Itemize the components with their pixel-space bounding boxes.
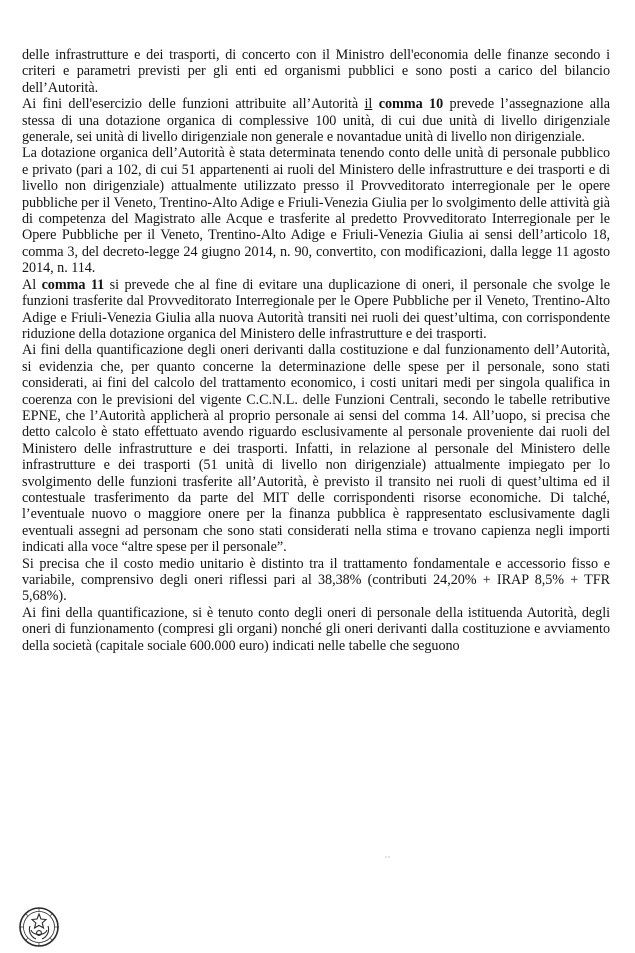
paragraph-2-text-cont: prevede l’assegnazione alla stessa di una dotazione organica di complessive 100 unità, di cui due unità di livello dirigenziale generale, sei unità di livello dirigenziale non generale e novantadue unità di livello non dirigenziale. [22, 96, 610, 146]
paragraph-5 [22, 342, 610, 555]
paragraph-7 [22, 605, 610, 654]
document-body [22, 47, 610, 654]
paragraph-1 [22, 47, 610, 96]
paragraph-3 [22, 145, 610, 276]
paragraph-6-text: Si precisa che il costo medio unitario è distinto tra il trattamento fondamentale e accessorio fisso e variabile, comprensivo degli oneri riflessi pari al 38,38% (contributi 24,20% + IRAP 8,5% + TFR 5,68%). [22, 555, 610, 605]
official-seal-icon [18, 906, 60, 948]
paragraph-2 [22, 96, 610, 145]
paragraph-4-text: Al [22, 276, 42, 293]
paragraph-4-text-cont: si prevede che al fine di evitare una duplicazione di oneri, il personale che svolge le funzioni trasferite dal Provveditorato Interregionale per le Opere Pubbliche per il Veneto, Trentino-Alto Adige e Friuli-Venezia Giulia alla nuova Autorità transiti nei ruoli dei quest’ultima, con corrispondente riduzione della dotazione organica del Ministero delle infrastrutture e dei trasporti. [22, 276, 610, 342]
paragraph-6 [22, 556, 610, 605]
paragraph-1-text: delle infrastrutture e dei trasporti, di concerto con il Ministro dell'economia delle finanze secondo i criteri e parametri previsti per gli enti ed organismi pubblici e sono posti a carico del bilancio dell’Autorità. [22, 47, 610, 96]
bold-reference-comma-10: comma 10 [372, 96, 444, 113]
paragraph-5-text: Ai fini della quantificazione degli oneri derivanti dalla costituzione e dal funzionamento dell’Autorità, si evidenzia che, per quanto concerne la determinazione delle spese per il personale, sono stati considerati, ai fini del calcolo del trattamento economico, i costi unitari medi per singola qualifica in coerenza con le previsioni del vigente C.C.N.L. delle Funzioni Centrali, secondo le tabelle retributive EPNE, che l’Autorità applicherà al proprio personale ai sensi del comma 14. All’uopo, si precisa che detto calcolo è stato effettuato avendo riguardo esclusivamente al personale proveniente dai ruoli del Ministero delle infrastrutture e dei trasporti. Infatti, in relazione al personale del Ministero delle infrastrutture e dei trasporti (51 unità di livello non dirigenziale) attualmente impiegato per lo svolgimento delle funzioni trasferite all’Autorità, è previsto il transito nei ruoli di quest’ultima ed il contestuale trasferimento da parte del MIT delle corrispondenti risorse economiche. Di talché, l’eventuale nuovo o maggiore onere per la finanza pubblica è rappresentato esclusivamente dagli eventuali assegni ad personam che sono stati considerati nella stima e trovano capienza negli importi indicati alla voce “altre spese per il personale”. [22, 342, 610, 556]
paragraph-3-text: La dotazione organica dell’Autorità è stata determinata tenendo conto delle unità di personale pubblico e privato (pari a 102, di cui 51 appartenenti ai ruoli del Ministero delle infrastrutture e dei trasporti e di livello non dirigenziale) attualmente utilizzato presso il Provveditorato interregionale per le opere pubbliche per il Veneto, Trentino-Alto Adige e Friuli-Venezia Giulia per lo svolgimento delle attività già di competenza del Magistrato alle Acque e trasferite al predetto Provveditorato Interregionale per le Opere Pubbliche per il Veneto, Trentino-Alto Adige e Friuli-Venezia Giulia ai sensi dell’articolo 18, comma 3, del decreto-legge 24 giugno 2014, n. 90, convertito, con modificazioni, dalla legge 11 agosto 2014, n. 114. [22, 145, 610, 277]
paragraph-2-text: Ai fini dell'esercizio delle funzioni attribuite all’Autorità [22, 96, 365, 113]
paragraph-7-text: Ai fini della quantificazione, si è tenuto conto degli oneri di personale della istituenda Autorità, degli oneri di funzionamento (compresi gli organi) nonché gli oneri derivanti dalla costituzione e avviamento della società (capitale sociale 600.000 euro) indicati nelle tabelle che seguono [22, 604, 610, 654]
bold-reference-comma-11: comma 11 [41, 276, 105, 293]
scan-speck [385, 856, 393, 858]
underlined-article: il [364, 96, 373, 113]
paragraph-4 [22, 277, 610, 343]
